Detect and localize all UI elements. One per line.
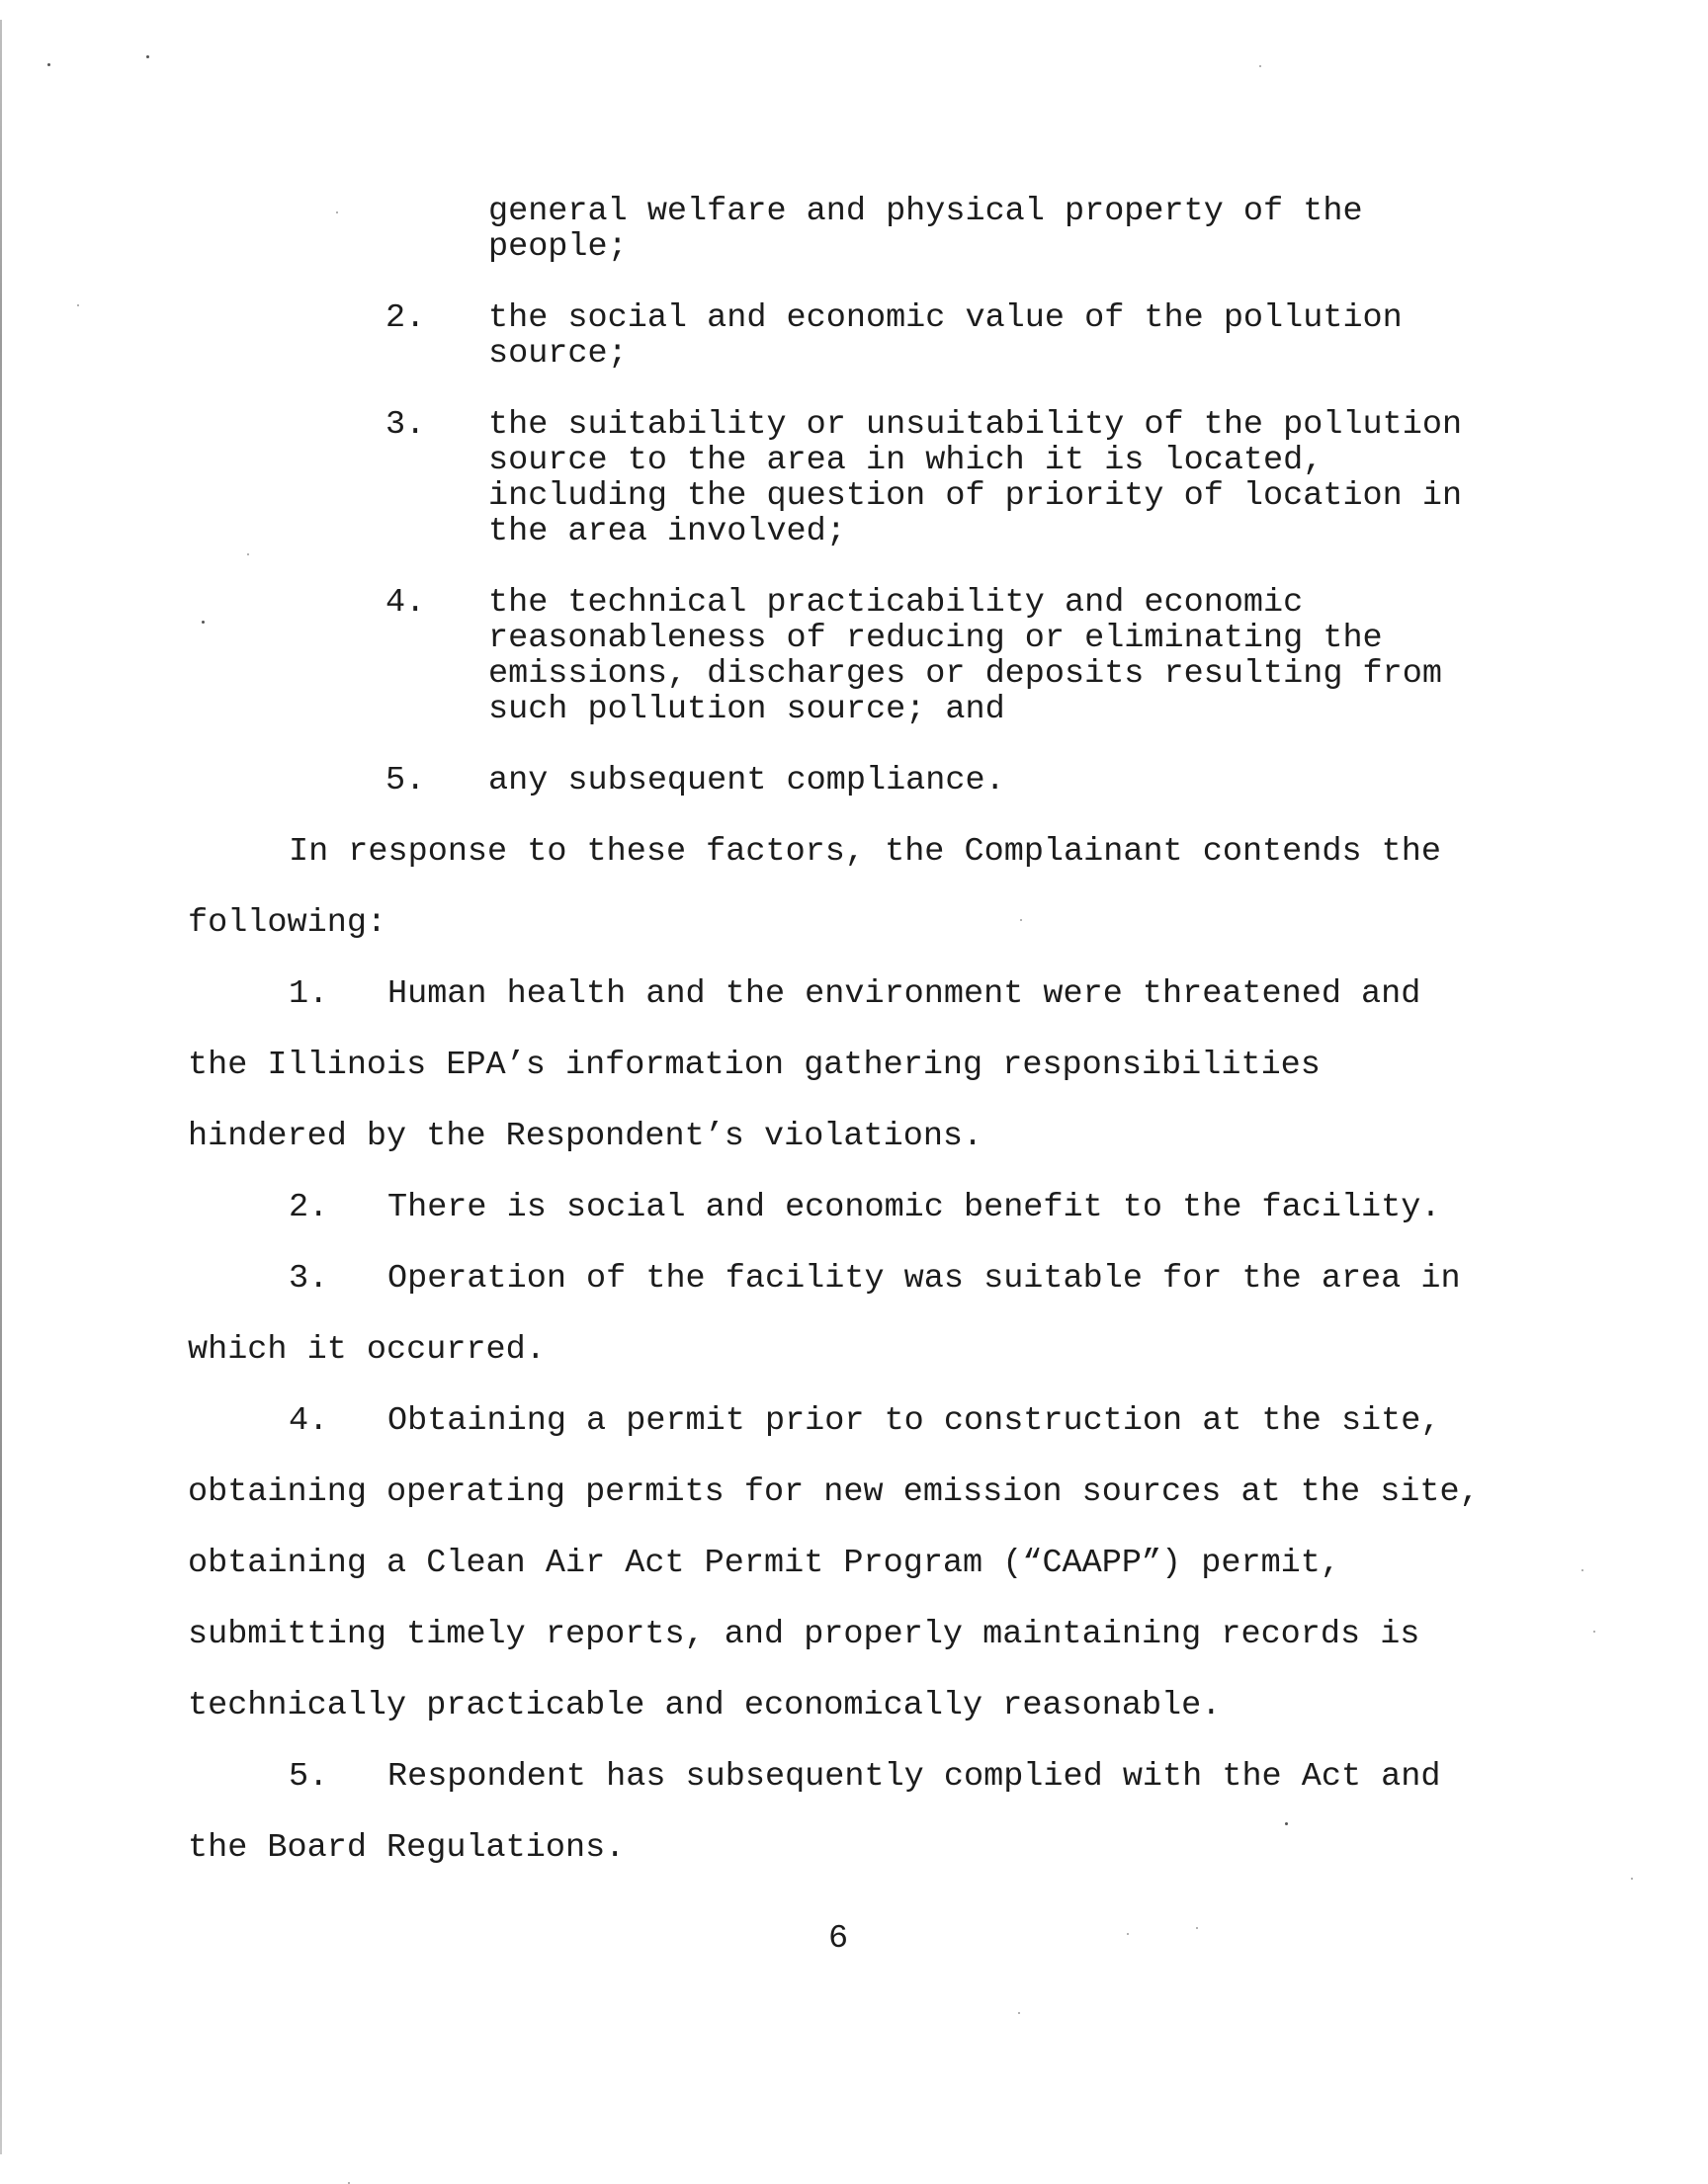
paragraph-line: Operation of the facility was suitable for the area in — [387, 1260, 1461, 1298]
scan-speck — [146, 55, 149, 58]
factor-line: people; — [488, 228, 628, 266]
factor-number: 5. — [385, 762, 426, 799]
factor-number: 2. — [385, 299, 426, 337]
paragraph-line: obtaining a Clean Air Act Permit Program (“CAAPP”) permit, — [188, 1545, 1340, 1582]
factor-line: source; — [488, 335, 628, 373]
contention-item — [0, 1759, 1708, 1937]
paragraph-line: hindered by the Respondent’s violations. — [188, 1118, 983, 1155]
paragraph-line: the Board Regulations. — [188, 1829, 626, 1867]
contention-number: 3. — [289, 1260, 329, 1298]
paragraph-line: Human health and the environment were threatened and — [387, 975, 1421, 1013]
paragraph-line: submitting timely reports, and properly maintaining records is — [188, 1616, 1420, 1653]
contention-number: 5. — [289, 1758, 329, 1796]
paragraph-line: There is social and economic benefit to the facility. — [387, 1189, 1441, 1226]
factor-line: such pollution source; and — [488, 691, 1005, 728]
contention-number: 2. — [289, 1189, 329, 1226]
paragraph-line: In response to these factors, the Complainant contends the — [289, 833, 1441, 871]
factor-line: emissions, discharges or deposits resulting from — [488, 655, 1442, 693]
factor-line: the area involved; — [488, 513, 846, 550]
factor-line: reasonableness of reducing or eliminating the — [488, 620, 1383, 657]
factor-line: including the question of priority of location in — [488, 477, 1463, 515]
paragraph-line: obtaining operating permits for new emission sources at the site, — [188, 1473, 1480, 1511]
factor-line: general welfare and physical property of the — [488, 193, 1363, 230]
factor-number: 3. — [385, 406, 426, 444]
paragraph-line: technically practicable and economically reasonable. — [188, 1687, 1222, 1724]
scan-speck — [47, 63, 50, 66]
scan-speck — [1018, 2012, 1020, 2014]
contention-item — [0, 976, 1708, 1190]
response-intro — [0, 834, 1708, 976]
contention-item — [0, 1402, 1708, 1724]
factor-line: the suitability or unsuitability of the pollution — [488, 406, 1463, 444]
paragraph-line: Respondent has subsequently complied with the Act and — [387, 1758, 1441, 1796]
page-number: 6 — [828, 1920, 849, 1958]
scan-speck — [1259, 65, 1261, 67]
factor-line: the social and economic value of the pollution — [488, 299, 1403, 337]
factor-number: 4. — [385, 584, 426, 622]
paragraph-line: following: — [188, 904, 387, 942]
factor-line: any subsequent compliance. — [488, 762, 1005, 799]
paragraph-line: which it occurred. — [188, 1331, 546, 1369]
contention-number: 4. — [289, 1402, 329, 1440]
paragraph-line: the Illinois EPA’s information gathering responsibilities — [188, 1047, 1321, 1084]
factor-line: source to the area in which it is located, — [488, 442, 1324, 479]
paragraph-line: Obtaining a permit prior to construction at the site, — [387, 1402, 1441, 1440]
factor-line: the technical practicability and economic — [488, 584, 1304, 622]
contention-number: 1. — [289, 975, 329, 1013]
